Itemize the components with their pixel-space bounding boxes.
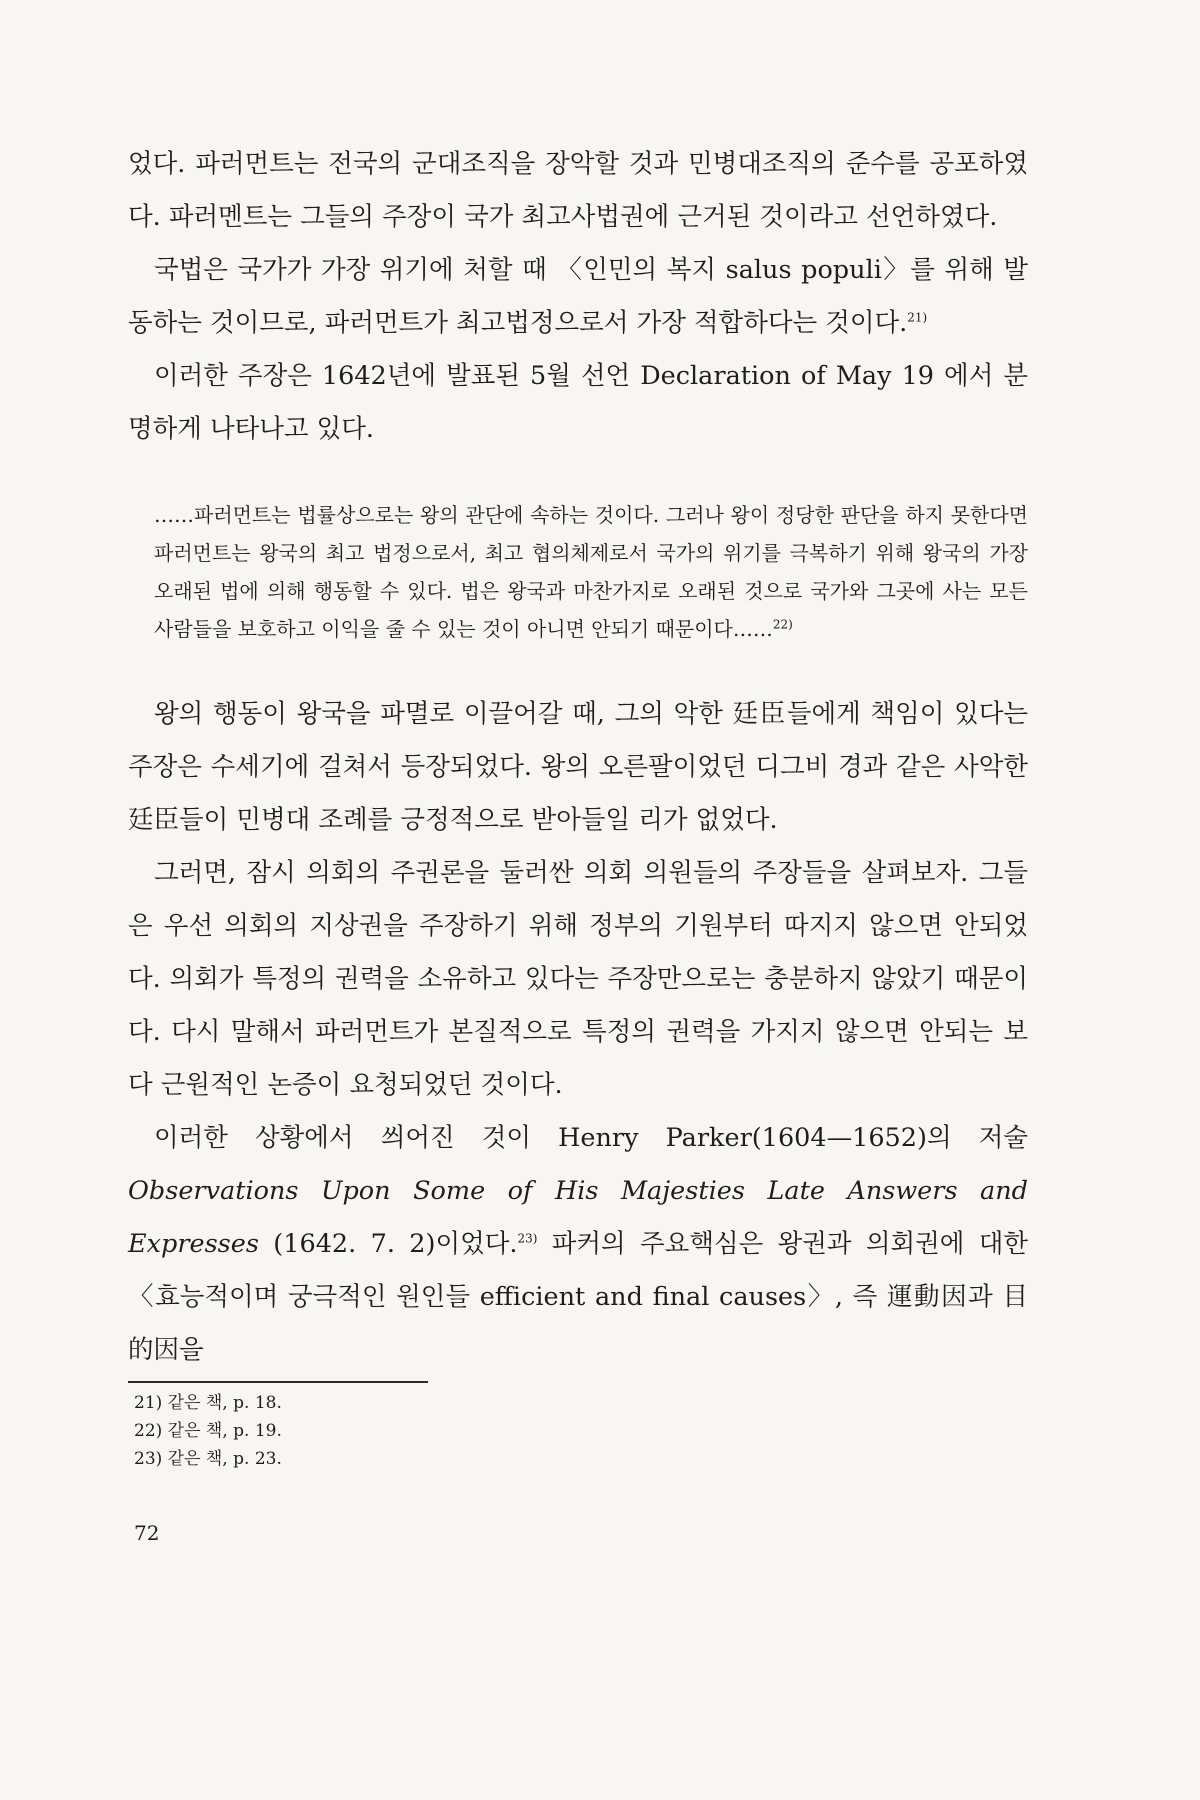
- paragraph-3: [128, 350, 1028, 456]
- paragraph-1: [128, 138, 1028, 244]
- parker-work-title: Observations Upon Some of His Majesties Late Answers and Expresses: [128, 1176, 1028, 1259]
- parker-tail-text: 파커의 주요핵심은 왕권과 의회권에 대한 〈효능적이며 궁극적인 원인들 efficient and final causes〉, 즉 運動因과 目的因을: [128, 1229, 1028, 1365]
- paragraph-4: [128, 688, 1028, 847]
- paragraph-2-text: 국법은 국가가 가장 위기에 처할 때 〈인민의 복지 salus populi〉를 위해 발동하는 것이므로, 파러먼트가 최고법정으로서 가장 적합하다는 것이다.: [128, 255, 1028, 338]
- paragraph-1-text: 었다. 파러먼트는 전국의 군대조직을 장악할 것과 민병대조직의 준수를 공포하였다. 파러멘트는 그들의 주장이 국가 최고사법권에 근거된 것이라고 선언하였다.: [128, 149, 1028, 232]
- footnote-divider: [128, 1381, 428, 1383]
- paragraph-5: [128, 847, 1028, 1112]
- parker-date-text: (1642. 7. 2)이었다.: [258, 1229, 518, 1259]
- block-quote-text: ……파러먼트는 법률상으로는 왕의 관단에 속하는 것이다. 그러나 왕이 정당한 판단을 하지 못한다면 파러먼트는 왕국의 최고 법정으로서, 최고 협의체제로서 국가의 위기를 극복하기 위해 왕국의 가장 오래된 법에 의해 행동할 수 있다. 법은 왕국과 마찬가지로 오래된 것으로 국가와 그곳에 사는 모든 사람들을 보호하고 이익을 줄 수 있는 것이 아니면 안되기 때문이다……: [154, 503, 1028, 641]
- paragraph-3-text: 이러한 주장은 1642년에 발표된 5월 선언 Declaration of May 19 에서 분명하게 나타나고 있다.: [128, 361, 1028, 444]
- footnote-21: 21) 같은 책, p. 18.: [134, 1393, 282, 1413]
- document-page: [128, 138, 1028, 1545]
- page-number: 72: [134, 1521, 160, 1545]
- footnote-23: 23) 같은 책, p. 23.: [134, 1449, 282, 1469]
- paragraph-5-text: 그러면, 잠시 의회의 주권론을 둘러싼 의회 의원들의 주장들을 살펴보자. 그들은 우선 의회의 지상권을 주장하기 위해 정부의 기원부터 따지지 않으면 안되었다. 의회가 특정의 권력을 소유하고 있다는 주장만으로는 충분하지 않았기 때문이다. 다시 말해서 파러먼트가 본질적으로 특정의 권력을 가지지 않으면 안되는 보다 근원적인 논증이 요청되었던 것이다.: [128, 858, 1028, 1100]
- paragraph-6: [128, 1112, 1028, 1377]
- paragraph-4-text: 왕의 행동이 왕국을 파멸로 이끌어갈 때, 그의 악한 廷臣들에게 책임이 있다는 주장은 수세기에 걸쳐서 등장되었다. 왕의 오른팔이었던 디그비 경과 같은 사악한 廷臣들이 민병대 조례를 긍정적으로 받아들일 리가 없었다.: [128, 699, 1028, 835]
- footnotes: [128, 1389, 1028, 1473]
- block-quote: [128, 496, 1028, 648]
- footnote-ref-22: 22): [772, 617, 793, 632]
- footnote-ref-21: 21): [907, 310, 928, 325]
- footnote-22: 22) 같은 책, p. 19.: [134, 1421, 282, 1441]
- paragraph-2: [128, 244, 1028, 350]
- footnote-ref-23: 23): [517, 1231, 538, 1246]
- parker-lead-text: 이러한 상황에서 씌어진 것이 Henry Parker(1604—1652)의 저술: [154, 1123, 1028, 1153]
